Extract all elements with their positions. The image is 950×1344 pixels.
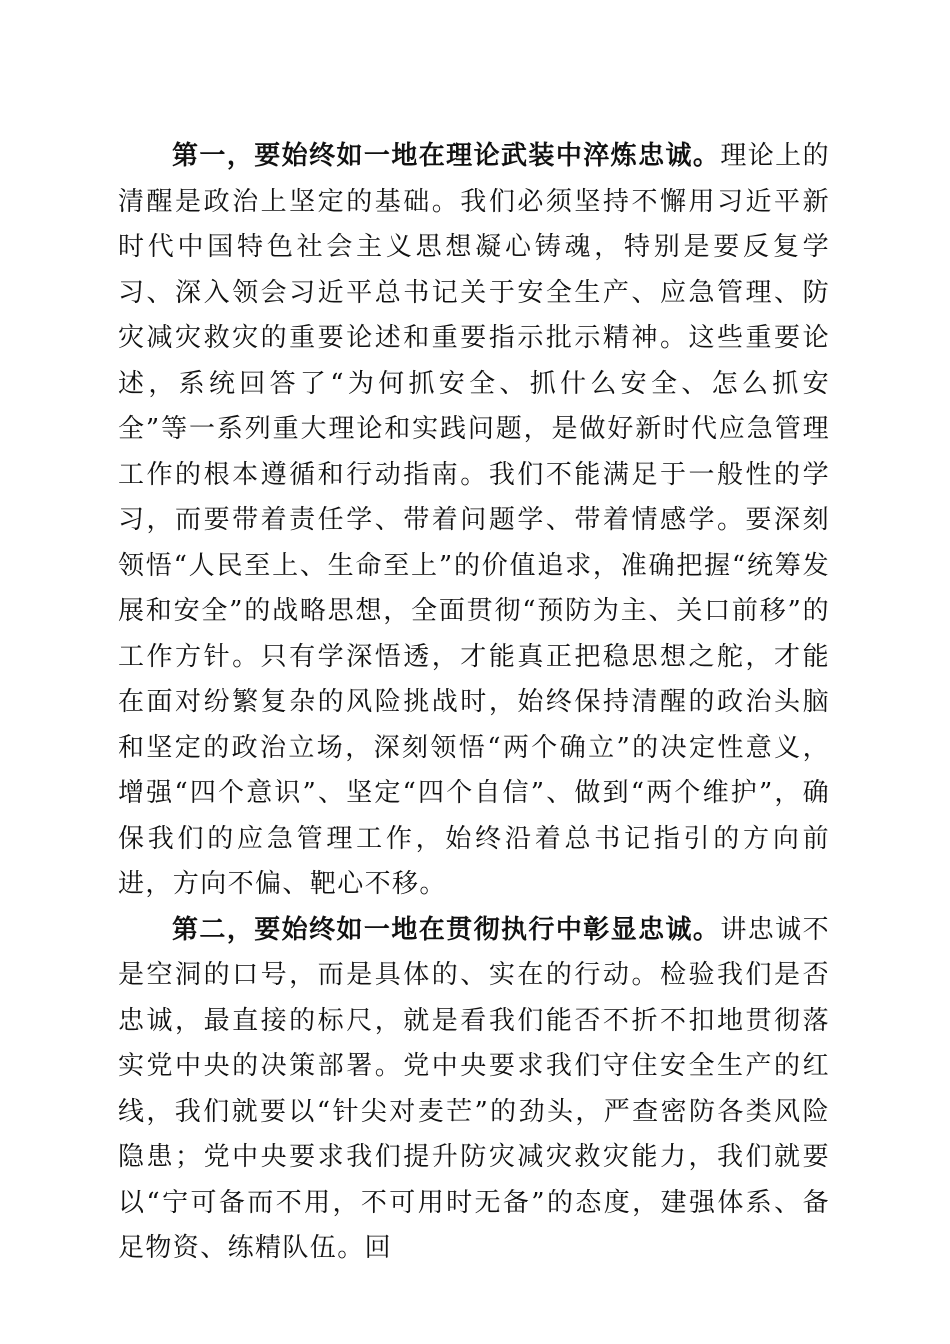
- paragraph-2-lead: 第二，要始终如一地在贯彻执行中彰显忠诚。: [172, 914, 721, 945]
- paragraph-2-body: 讲忠诚不是空洞的口号，而是具体的、实在的行动。检验我们是否忠诚，最直接的标尺，就是看我们能否不折不扣地贯彻落实党中央的决策部署。党中央要求我们守住安全生产的红线，我们就要以“针尖对麦芒”的劲头，严查密防各类风险隐患；党中央要求我们提升防灾减灾救灾能力，我们就要以“宁可备而不用，不可用时无备”的态度，建强体系、备足物资、练精队伍。回: [118, 914, 830, 1263]
- paragraph-1: [118, 134, 830, 908]
- paragraph-2: [118, 908, 830, 1272]
- document-body: [118, 134, 830, 1272]
- paragraph-1-lead: 第一，要始终如一地在理论武装中淬炼忠诚。: [172, 141, 721, 171]
- paragraph-1-body: 理论上的清醒是政治上坚定的基础。我们必须坚持不懈用习近平新时代中国特色社会主义思想凝心铸魂，特别是要反复学习、深入领会习近平总书记关于安全生产、应急管理、防灾减灾救灾的重要论述和重要指示批示精神。这些重要论述，系统回答了“为何抓安全、抓什么安全、怎么抓安全”等一系列重大理论和实践问题，是做好新时代应急管理工作的根本遵循和行动指南。我们不能满足于一般性的学习，而要带着责任学、带着问题学、带着情感学。要深刻领悟“人民至上、生命至上”的价值追求，准确把握“统筹发展和安全”的战略思想，全面贯彻“预防为主、关口前移”的工作方针。只有学深悟透，才能真正把稳思想之舵，才能在面对纷繁复杂的风险挑战时，始终保持清醒的政治头脑和坚定的政治立场，深刻领悟“两个确立”的决定性意义，增强“四个意识”、坚定“四个自信”、做到“两个维护”，确保我们的应急管理工作，始终沿着总书记指引的方向前进，方向不偏、靶心不移。: [118, 141, 830, 899]
